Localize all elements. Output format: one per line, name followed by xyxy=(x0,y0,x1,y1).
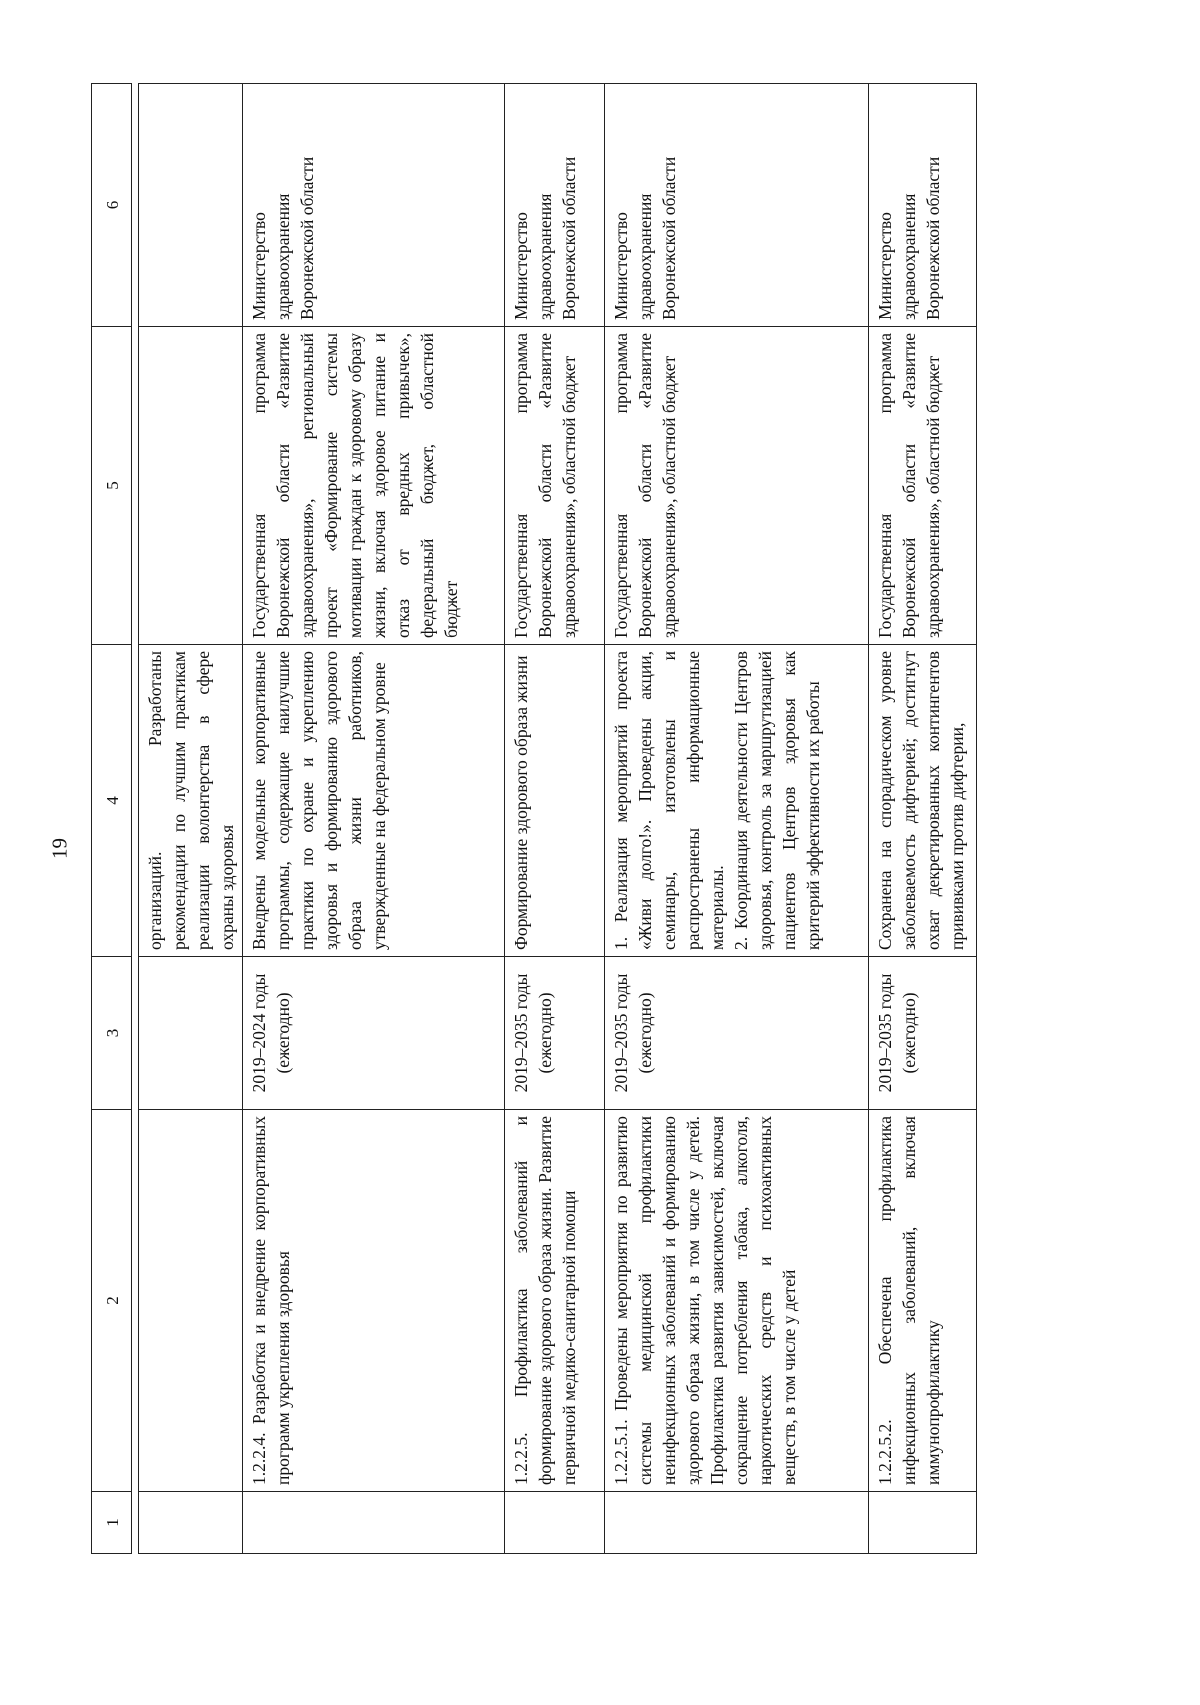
cell-responsible xyxy=(139,84,243,327)
column-header-6: 6 xyxy=(92,84,132,327)
column-header-5: 5 xyxy=(92,327,132,645)
plan-table xyxy=(91,83,977,1554)
cell-number xyxy=(505,1492,605,1554)
cell-number xyxy=(139,1492,243,1554)
result-item-1: 1. Реализация мероприятий проекта «Живи долго!». Проведены акции, семинары, изготовлены и распространены информационные материалы. xyxy=(611,651,727,950)
table-row xyxy=(139,84,243,1554)
cell-activity: 1.2.2.5.1. Проведены мероприятия по развитию системы медицинской профилактики неинфекционных заболеваний и формированию здорового образа жизни, в том числе у детей. Профилактика развития зависимостей, включая сокращение потребления табака, алкоголя, наркотических средств и психоактивных веществ, в том числе у детей xyxy=(605,1110,869,1492)
cell-period: 2019–2035 годы (ежегодно) xyxy=(605,957,869,1110)
rotated-table-area xyxy=(91,84,1151,1554)
cell-period: 2019–2024 годы (ежегодно) xyxy=(243,957,505,1110)
cell-result xyxy=(605,645,869,957)
cell-number xyxy=(869,1492,977,1554)
cell-responsible: Министерство здравоохранения Воронежской области xyxy=(869,84,977,327)
cell-funding xyxy=(139,327,243,645)
column-number-row xyxy=(92,84,132,1554)
cell-activity: 1.2.2.4. Разработка и внедрение корпоративных программ укрепления здоровья xyxy=(243,1110,505,1492)
cell-activity: 1.2.2.5. Профилактика заболеваний и формирование здорового образа жизни. Развитие первичной медико-санитарной помощи xyxy=(505,1110,605,1492)
table-row xyxy=(605,84,869,1554)
column-header-2: 2 xyxy=(92,1110,132,1492)
table-rotation-frame xyxy=(91,84,1151,1554)
cell-responsible: Министерство здравоохранения Воронежской области xyxy=(243,84,505,327)
page-number: 19 xyxy=(47,838,72,859)
table-row xyxy=(869,84,977,1554)
cell-result: Внедрены модельные корпоративные программы, содержащие наилучшие практики по охране и укреплению здоровья и формированию здорового образа жизни работников, утвержденные на федеральном уровне xyxy=(243,645,505,957)
cell-period: 2019–2035 годы (ежегодно) xyxy=(505,957,605,1110)
cell-funding: Государственная программа Воронежской области «Развитие здравоохранения», областной бюджет xyxy=(869,327,977,645)
cell-activity xyxy=(139,1110,243,1492)
cell-funding: Государственная программа Воронежской области «Развитие здравоохранения», региональный проект «Формирование системы мотивации граждан к здоровому образу жизни, включая здоровое питание и отказ от вредных привычек», федеральный бюджет, областной бюджет xyxy=(243,327,505,645)
cell-result: Формирование здорового образа жизни xyxy=(505,645,605,957)
cell-responsible: Министерство здравоохранения Воронежской области xyxy=(605,84,869,327)
cell-responsible: Министерство здравоохранения Воронежской области xyxy=(505,84,605,327)
cell-number xyxy=(605,1492,869,1554)
column-header-4: 4 xyxy=(92,645,132,957)
cell-period xyxy=(139,957,243,1110)
column-header-3: 3 xyxy=(92,957,132,1110)
cell-result: организаций. Разработаны рекомендации по лучшим практикам реализации волонтерства в сфере охраны здоровья xyxy=(139,645,243,957)
cell-funding: Государственная программа Воронежской области «Развитие здравоохранения», областной бюджет xyxy=(605,327,869,645)
cell-number xyxy=(243,1492,505,1554)
cell-result: Сохранена на спорадическом уровне заболеваемость дифтерией; достигнут охват декретированных контингентов прививками против дифтерии, xyxy=(869,645,977,957)
header-gap-row xyxy=(132,84,139,1554)
cell-activity: 1.2.2.5.2. Обеспечена профилактика инфекционных заболеваний, включая иммунопрофилактику xyxy=(869,1110,977,1492)
column-header-1: 1 xyxy=(92,1492,132,1554)
table-row xyxy=(505,84,605,1554)
table-row xyxy=(243,84,505,1554)
cell-period: 2019–2035 годы (ежегодно) xyxy=(869,957,977,1110)
cell-funding: Государственная программа Воронежской области «Развитие здравоохранения», областной бюджет xyxy=(505,327,605,645)
result-item-2: 2. Координация деятельности Центров здоровья, контроль за маршрутизацией пациентов Центров здоровья как критерий эффективности их работы xyxy=(731,651,823,950)
